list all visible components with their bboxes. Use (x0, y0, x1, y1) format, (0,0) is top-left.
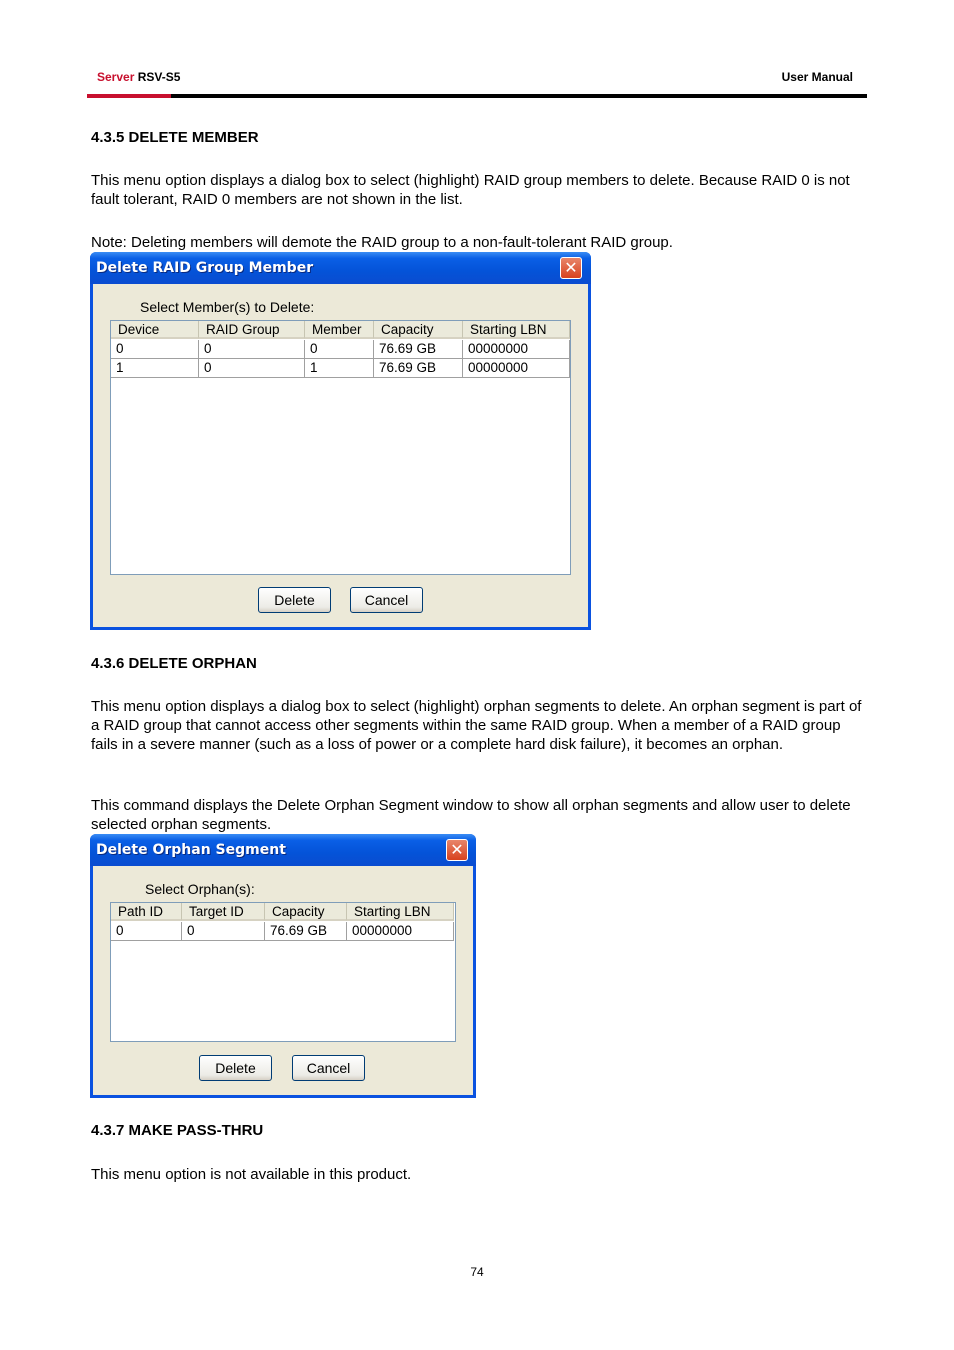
column-header-starting-lbn[interactable]: Starting LBN (463, 321, 570, 339)
members-list[interactable] (110, 320, 571, 575)
delete-orphan-dialog (90, 834, 476, 1098)
dialog-title: Delete Orphan Segment (96, 842, 286, 858)
cell-capacity: 76.69 GB (265, 922, 347, 941)
column-header-raid-group[interactable]: RAID Group (199, 321, 305, 339)
close-icon[interactable]: ✕ (560, 257, 582, 279)
cell-starting-lbn: 00000000 (463, 340, 570, 359)
column-header-capacity[interactable]: Capacity (265, 903, 347, 921)
cell-capacity: 76.69 GB (374, 359, 463, 378)
column-header-path-id[interactable]: Path ID (111, 903, 182, 921)
page-number: 74 (470, 1265, 484, 1279)
column-header-member[interactable]: Member (305, 321, 374, 339)
section-heading-delete-member: 4.3.5 DELETE MEMBER (91, 129, 259, 146)
orphans-list[interactable] (110, 902, 456, 1042)
dialog-titlebar[interactable] (90, 252, 591, 284)
cell-path-id: 0 (111, 922, 182, 941)
header-rule-accent (87, 94, 171, 98)
table-row[interactable] (111, 340, 570, 359)
paragraph: This command displays the Delete Orphan Segment window to show all orphan segments and allow user to delete selected orphan segments. (91, 797, 851, 833)
list-header (111, 321, 570, 339)
cell-raid-group: 0 (199, 359, 305, 378)
section-heading-make-pass-thru: 4.3.7 MAKE PASS-THRU (91, 1122, 264, 1139)
header-brand: Server (97, 70, 135, 84)
delete-button[interactable]: Delete (199, 1055, 272, 1081)
select-members-label: Select Member(s) to Delete: (140, 299, 315, 315)
cell-starting-lbn: 00000000 (463, 359, 570, 378)
cancel-button[interactable]: Cancel (292, 1055, 365, 1081)
paragraph: This menu option is not available in this product. (91, 1166, 412, 1183)
list-header (111, 903, 454, 921)
cancel-button[interactable]: Cancel (350, 587, 423, 613)
cell-raid-group: 0 (199, 340, 305, 359)
cell-target-id: 0 (182, 922, 265, 941)
dialog-body (93, 866, 473, 1095)
delete-button[interactable]: Delete (258, 587, 331, 613)
dialog-body (93, 284, 588, 627)
cell-member: 1 (305, 359, 374, 378)
cell-device: 1 (111, 359, 199, 378)
table-row[interactable] (111, 922, 454, 941)
header-rule (87, 94, 867, 98)
select-orphans-label: Select Orphan(s): (145, 881, 255, 897)
note-paragraph: Note: Deleting members will demote the RAID group to a non-fault-tolerant RAID group. (91, 234, 673, 251)
cell-device: 0 (111, 340, 199, 359)
header-model: RSV-S5 (137, 70, 181, 84)
table-row[interactable] (111, 359, 570, 378)
paragraph: This menu option displays a dialog box to select (highlight) RAID group members to delete. Because RAID 0 is not fault tolerant, RAID 0 members are not shown in the list. (91, 172, 850, 208)
paragraph: This menu option displays a dialog box to select (highlight) orphan segments to delete. An orphan segment is part of a RAID group that cannot access other segments within the same RAID group. When a member of a RAID group fails in a severe manner (such as a loss of power or a complete hard disk failure), it becomes an orphan. (91, 698, 862, 753)
dialog-title: Delete RAID Group Member (96, 260, 314, 276)
column-header-starting-lbn[interactable]: Starting LBN (347, 903, 454, 921)
cell-starting-lbn: 00000000 (347, 922, 454, 941)
header-doc-type: User Manual (781, 70, 853, 84)
column-header-target-id[interactable]: Target ID (182, 903, 265, 921)
column-header-device[interactable]: Device (111, 321, 199, 339)
section-heading-delete-orphan: 4.3.6 DELETE ORPHAN (91, 655, 257, 672)
header-product (97, 70, 180, 84)
delete-member-dialog (90, 252, 591, 630)
cell-capacity: 76.69 GB (374, 340, 463, 359)
dialog-titlebar[interactable] (90, 834, 476, 866)
cell-member: 0 (305, 340, 374, 359)
column-header-capacity[interactable]: Capacity (374, 321, 463, 339)
close-icon[interactable]: ✕ (446, 839, 468, 861)
